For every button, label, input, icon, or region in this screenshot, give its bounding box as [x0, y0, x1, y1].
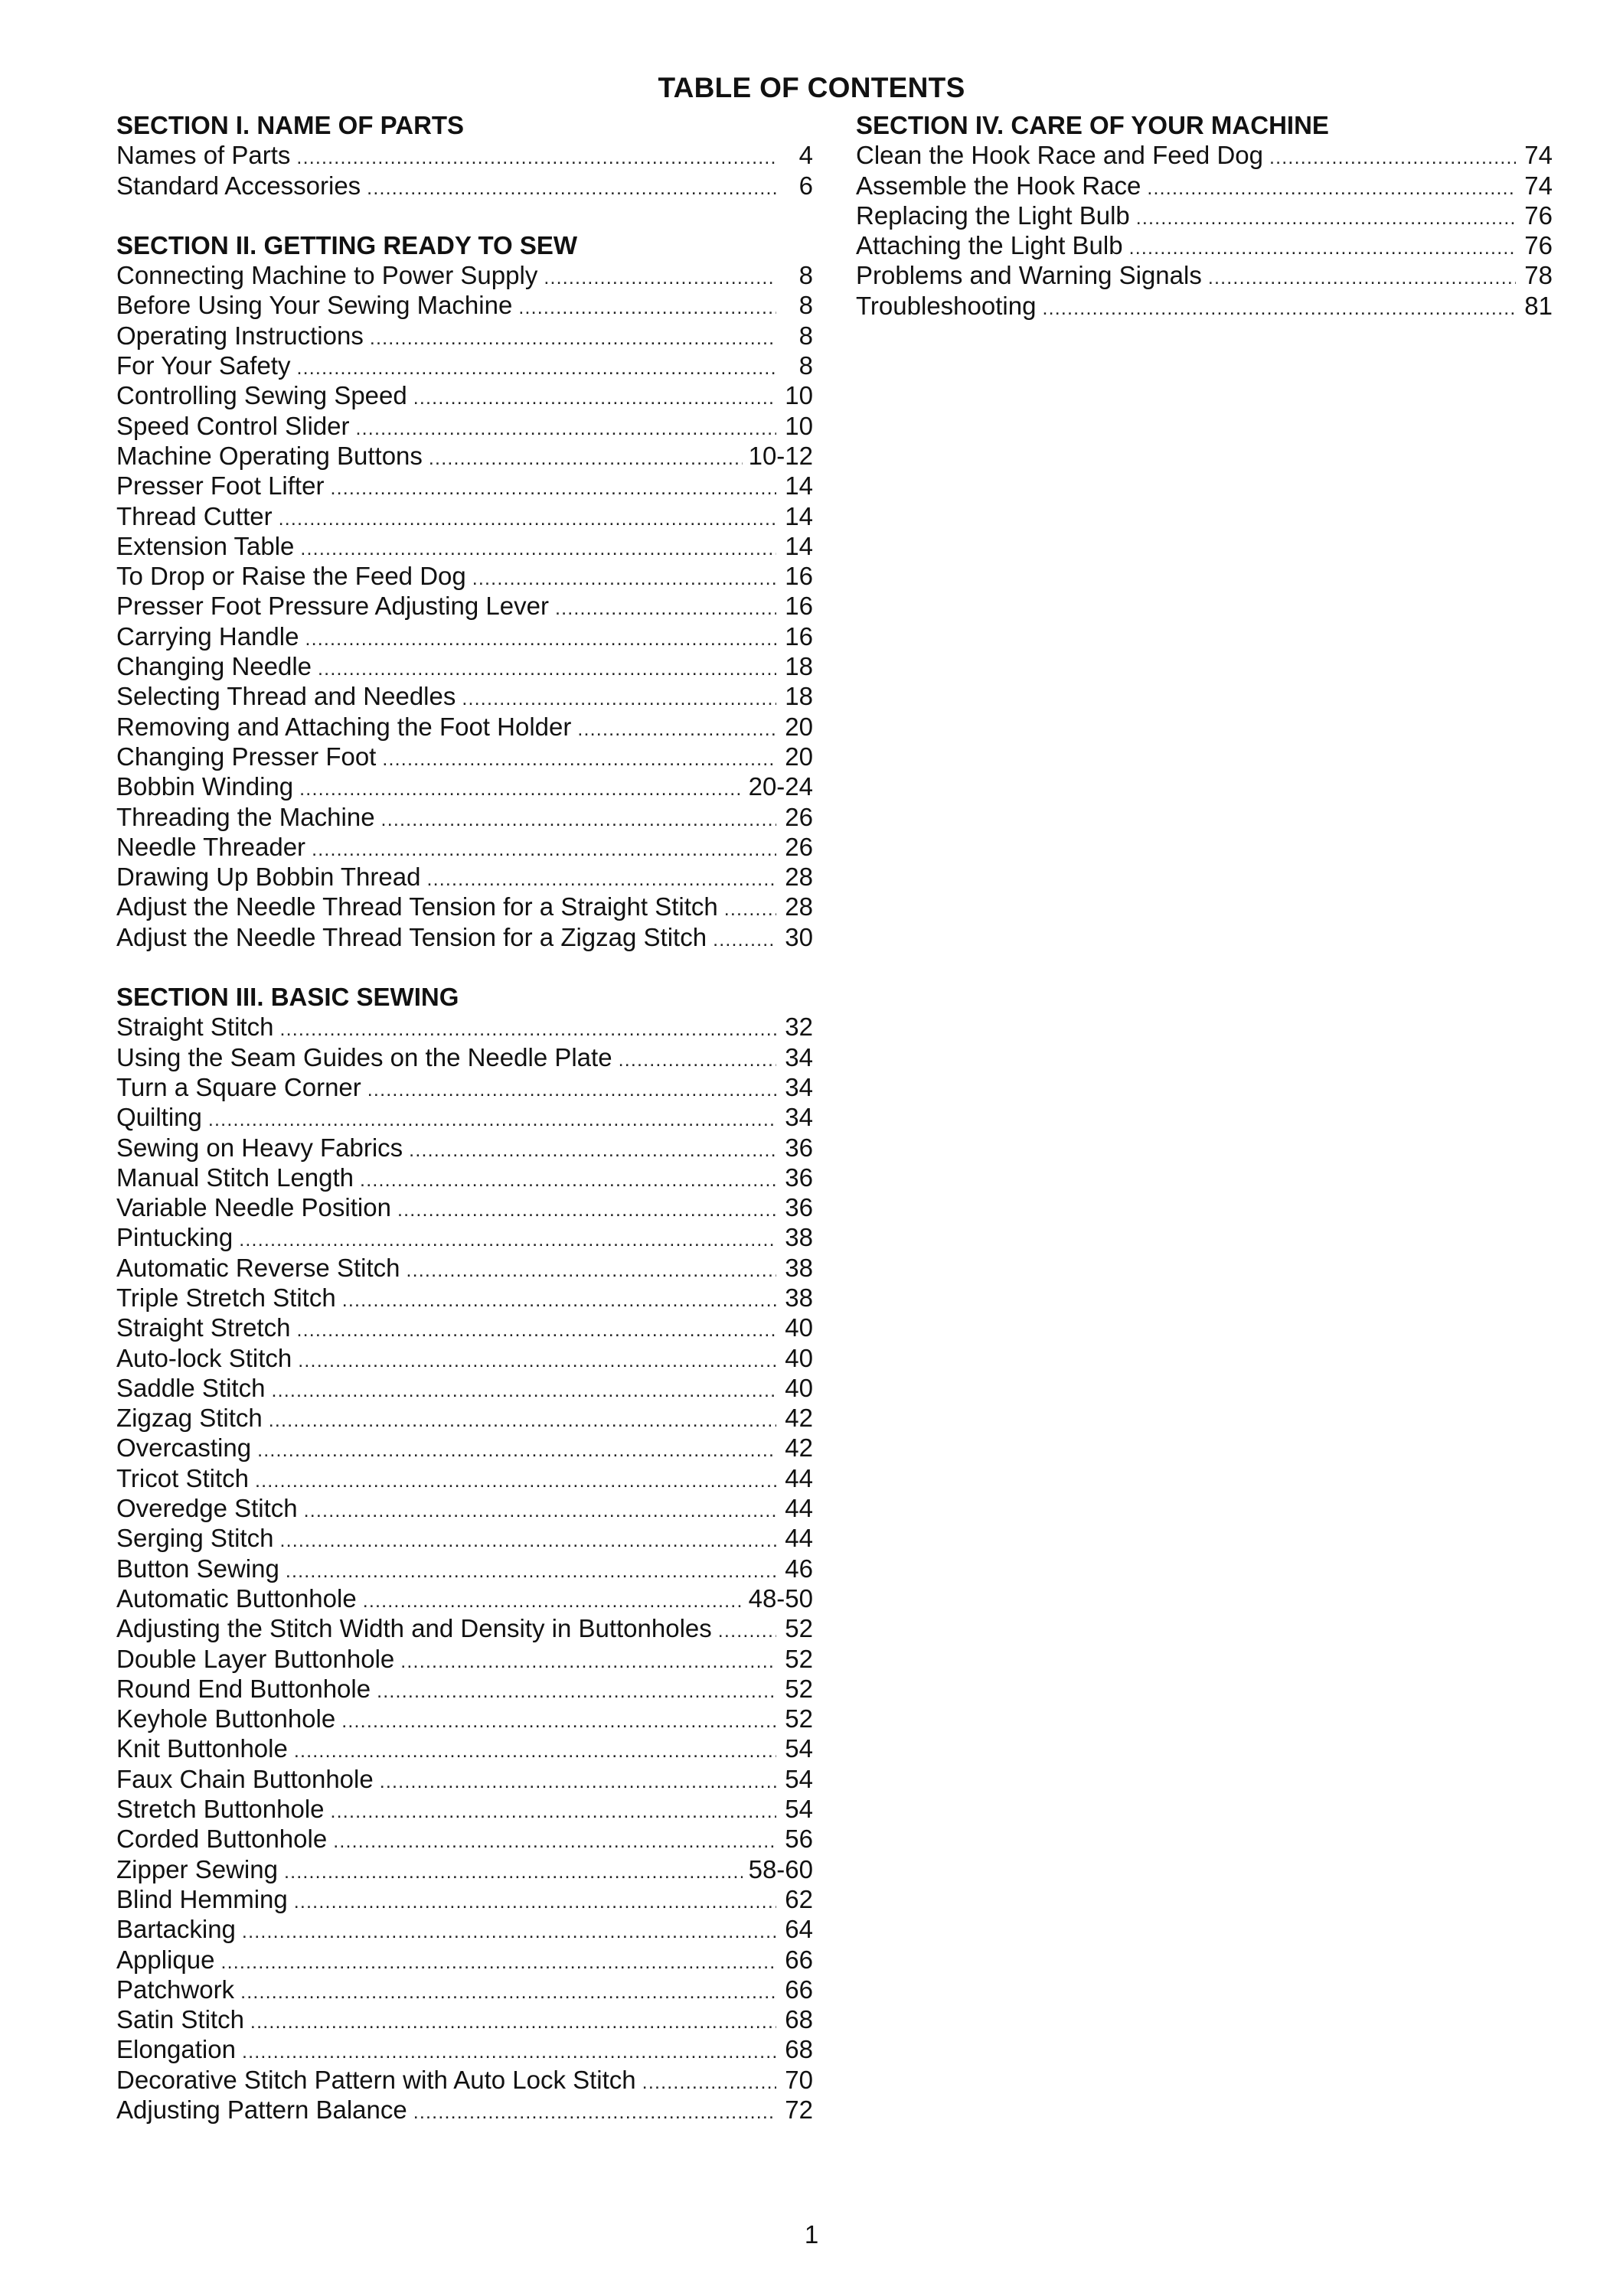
toc-entry-list [116, 1012, 813, 2125]
entry-page-number: 74 [1524, 171, 1553, 200]
toc-entry [116, 1253, 813, 1283]
entry-page-number: 28 [785, 863, 813, 892]
entry-title: Selecting Thread and Needles [116, 682, 456, 711]
entry-page-number: 42 [785, 1433, 813, 1463]
dot-leader [294, 1737, 776, 1763]
dot-leader [286, 1557, 776, 1583]
entry-title: Button Sewing [116, 1554, 279, 1583]
entry-title: Clean the Hook Race and Feed Dog [856, 141, 1263, 170]
toc-entry [116, 1975, 813, 2004]
toc-entry [856, 291, 1553, 321]
entry-title: Quilting [116, 1103, 202, 1132]
entry-page-number: 10 [785, 381, 813, 410]
entry-page-number: 18 [785, 682, 813, 711]
dot-leader [377, 1677, 776, 1704]
toc-entry [116, 1945, 813, 1975]
dot-leader [331, 1797, 776, 1824]
toc-entry [116, 1914, 813, 1944]
entry-title: Connecting Machine to Power Supply [116, 261, 538, 290]
toc-entry [116, 1222, 813, 1252]
entry-page-number: 40 [785, 1373, 813, 1402]
dot-leader [279, 1526, 776, 1553]
toc-entry [116, 1042, 813, 1072]
toc-entry [116, 2004, 813, 2034]
entry-page-number: 44 [785, 1494, 813, 1523]
toc-entry [116, 1463, 813, 1493]
dot-leader [370, 324, 776, 351]
entry-page-number: 44 [785, 1463, 813, 1492]
entry-title: Triple Stretch Stitch [116, 1283, 336, 1312]
entry-title: Speed Control Slider [116, 411, 350, 440]
entry-title: Pintucking [116, 1223, 233, 1252]
toc-entry [116, 1884, 813, 1914]
entry-page-number: 54 [785, 1734, 813, 1763]
dot-leader [294, 1887, 776, 1914]
toc-section [116, 982, 813, 2125]
toc-entry [116, 531, 813, 561]
dot-leader [305, 625, 776, 651]
dot-leader [724, 895, 776, 921]
toc-entry [116, 1794, 813, 1824]
entry-page-number: 8 [798, 291, 813, 320]
entry-page-number: 32 [785, 1013, 813, 1042]
dot-leader [279, 504, 776, 531]
entry-page-number: 44 [785, 1524, 813, 1553]
dot-leader [304, 1496, 776, 1523]
dot-leader [312, 835, 776, 862]
entry-page-number: 52 [785, 1704, 813, 1733]
entry-title: Adjusting the Stitch Width and Density in Buttonholes [116, 1614, 712, 1643]
entry-page-number: 14 [785, 531, 813, 560]
toc-entry [116, 621, 813, 651]
dot-leader [240, 1978, 776, 2004]
toc-entry [116, 892, 813, 921]
entry-title: Sewing on Heavy Fabrics [116, 1133, 403, 1162]
dot-leader [472, 564, 776, 591]
toc-entry [116, 591, 813, 621]
toc-entry [116, 1072, 813, 1102]
dot-leader [342, 1286, 776, 1313]
dot-leader [577, 715, 776, 742]
entry-page-number: 52 [785, 1614, 813, 1643]
toc-entry [116, 1644, 813, 1674]
toc-entry [116, 441, 813, 471]
toc-entry [116, 561, 813, 591]
entry-title: Adjust the Needle Thread Tension for a Straight Stitch [116, 892, 718, 921]
entry-page-number: 76 [1524, 201, 1553, 230]
entry-title: Knit Buttonhole [116, 1734, 288, 1763]
toc-entry [116, 380, 813, 410]
entry-page-number: 10-12 [748, 441, 813, 470]
entry-page-number: 8 [798, 261, 813, 290]
dot-leader [300, 534, 776, 561]
toc-entry [116, 1613, 813, 1643]
entry-title: Removing and Attaching the Foot Holder [116, 712, 572, 741]
entry-title: Automatic Buttonhole [116, 1583, 357, 1613]
entry-page-number: 58-60 [748, 1854, 813, 1883]
entry-page-number: 20 [785, 712, 813, 741]
entry-title: Overedge Stitch [116, 1494, 298, 1523]
entry-title: Adjusting Pattern Balance [116, 2095, 407, 2124]
entry-title: Replacing the Light Bulb [856, 201, 1130, 230]
dot-leader [413, 383, 776, 410]
toc-entry [116, 1163, 813, 1192]
toc-entry [116, 771, 813, 801]
entry-page-number: 16 [785, 562, 813, 591]
dot-leader [299, 775, 742, 801]
entry-title: Thread Cutter [116, 501, 273, 530]
entry-page-number: 20-24 [748, 772, 813, 801]
dot-leader [363, 1587, 743, 1613]
toc-entry [116, 1733, 813, 1763]
dot-leader [284, 1857, 743, 1884]
toc-column-left [116, 110, 813, 2154]
entry-page-number: 16 [785, 621, 813, 651]
entry-title: To Drop or Raise the Feed Dog [116, 562, 466, 591]
entry-title: For Your Safety [116, 351, 291, 380]
entry-page-number: 30 [785, 922, 813, 951]
dot-leader [429, 444, 743, 471]
toc-section [116, 230, 813, 952]
entry-title: Presser Foot Pressure Adjusting Lever [116, 592, 549, 621]
dot-leader [381, 805, 776, 832]
entry-page-number: 38 [785, 1283, 813, 1312]
dot-leader [333, 1827, 776, 1854]
entry-title: Carrying Handle [116, 621, 299, 651]
entry-page-number: 54 [785, 1795, 813, 1824]
entry-page-number: 18 [785, 652, 813, 681]
dot-leader [413, 2098, 776, 2125]
dot-leader [318, 654, 776, 681]
entry-page-number: 26 [785, 802, 813, 831]
dot-leader [367, 1075, 776, 1102]
entry-page-number: 40 [785, 1313, 813, 1342]
entry-title: Troubleshooting [856, 291, 1037, 320]
entry-page-number: 62 [785, 1884, 813, 1913]
dot-leader [518, 293, 776, 320]
toc-entry [116, 1283, 813, 1313]
entry-page-number: 34 [785, 1042, 813, 1071]
dot-leader [382, 745, 776, 771]
toc-entry [116, 1704, 813, 1733]
toc-entry [116, 1343, 813, 1373]
entry-page-number: 54 [785, 1764, 813, 1793]
entry-page-number: 81 [1524, 291, 1553, 320]
toc-entry [116, 1554, 813, 1583]
dot-leader [341, 1707, 776, 1733]
entry-page-number: 4 [798, 141, 813, 170]
entry-title: Zigzag Stitch [116, 1404, 263, 1433]
dot-leader [406, 1256, 776, 1283]
dot-leader [298, 1346, 776, 1373]
toc-entry [116, 471, 813, 501]
dot-leader [356, 414, 776, 441]
entry-title: Attaching the Light Bulb [856, 231, 1123, 260]
dot-leader [208, 1105, 776, 1132]
toc-entry [856, 201, 1553, 230]
toc-entry [116, 832, 813, 862]
toc-entry [116, 1403, 813, 1433]
entry-title: Adjust the Needle Thread Tension for a Zigzag Stitch [116, 922, 707, 951]
toc-entry [116, 501, 813, 531]
dot-leader [257, 1436, 776, 1463]
toc-entry [116, 2065, 813, 2095]
entry-page-number: 14 [785, 471, 813, 501]
entry-title: Needle Threader [116, 832, 306, 861]
dot-leader [713, 925, 776, 952]
entry-title: Standard Accessories [116, 171, 361, 200]
toc-entry-list [116, 140, 813, 201]
entry-page-number: 74 [1524, 141, 1553, 170]
entry-title: Decorative Stitch Pattern with Auto Lock Stitch [116, 2065, 636, 2094]
toc-entry [116, 651, 813, 681]
toc-entry [116, 1102, 813, 1132]
entry-page-number: 42 [785, 1404, 813, 1433]
entry-title: Tricot Stitch [116, 1463, 249, 1492]
toc-entry [116, 1854, 813, 1884]
entry-title: Changing Needle [116, 652, 312, 681]
entry-page-number: 38 [785, 1223, 813, 1252]
dot-leader [426, 865, 776, 892]
toc-entry [116, 260, 813, 290]
dot-leader [544, 263, 776, 290]
toc-column-right [856, 110, 1553, 351]
entry-title: Manual Stitch Length [116, 1163, 354, 1192]
dot-leader [1147, 174, 1516, 201]
entry-page-number: 10 [785, 411, 813, 440]
dot-leader [296, 354, 776, 380]
entry-page-number: 16 [785, 592, 813, 621]
entry-title: Problems and Warning Signals [856, 261, 1202, 290]
dot-leader [255, 1466, 776, 1493]
dot-leader [462, 684, 776, 711]
dot-leader [271, 1376, 776, 1403]
entry-page-number: 46 [785, 1554, 813, 1583]
entry-title: Serging Stitch [116, 1524, 274, 1553]
dot-leader [1129, 233, 1516, 260]
toc-entry [856, 171, 1553, 201]
toc-entry-list [116, 260, 813, 952]
toc-entry [116, 1192, 813, 1222]
toc-entry [116, 742, 813, 771]
entry-page-number: 14 [785, 501, 813, 530]
toc-entry [116, 1313, 813, 1342]
entry-title: Satin Stitch [116, 2005, 244, 2034]
toc-entry [116, 1674, 813, 1704]
entry-title: Operating Instructions [116, 321, 364, 350]
toc-entry [116, 681, 813, 711]
dot-leader [1042, 294, 1516, 321]
toc-entry [856, 230, 1553, 260]
toc-entry [116, 171, 813, 201]
entry-title: Elongation [116, 2035, 236, 2064]
section-heading: SECTION IV. CARE OF YOUR MACHINE [856, 111, 1329, 139]
toc-entry [116, 1764, 813, 1794]
dot-leader [1136, 204, 1516, 230]
entry-title: Applique [116, 1945, 215, 1974]
entry-title: Machine Operating Buttons [116, 441, 423, 470]
entry-page-number: 68 [785, 2005, 813, 2034]
dot-leader [250, 2007, 776, 2034]
entry-page-number: 56 [785, 1825, 813, 1854]
entry-page-number: 26 [785, 832, 813, 861]
entry-title: Auto-lock Stitch [116, 1343, 292, 1372]
toc-entry [116, 1493, 813, 1523]
dot-leader [360, 1166, 776, 1192]
dot-leader [269, 1406, 776, 1433]
entry-page-number: 68 [785, 2035, 813, 2064]
dot-leader [296, 1316, 776, 1342]
entry-title: Before Using Your Sewing Machine [116, 291, 513, 320]
toc-entry [116, 290, 813, 320]
dot-leader [367, 174, 776, 201]
toc-entry [116, 1012, 813, 1042]
entry-title: Assemble the Hook Race [856, 171, 1141, 200]
entry-title: Changing Presser Foot [116, 742, 377, 771]
entry-title: Straight Stitch [116, 1013, 274, 1042]
entry-title: Double Layer Buttonhole [116, 1644, 395, 1673]
section-heading: SECTION I. NAME OF PARTS [116, 111, 465, 139]
entry-page-number: 34 [785, 1072, 813, 1101]
entry-page-number: 28 [785, 892, 813, 921]
entry-title: Using the Seam Guides on the Needle Plate [116, 1042, 612, 1071]
entry-page-number: 36 [785, 1133, 813, 1162]
entry-page-number: 78 [1524, 261, 1553, 290]
dot-leader [380, 1767, 776, 1794]
toc-entry [116, 802, 813, 832]
toc-entry [116, 1583, 813, 1613]
toc-section [116, 110, 813, 201]
entry-page-number: 38 [785, 1253, 813, 1282]
entry-page-number: 66 [785, 1975, 813, 2004]
toc-entry [116, 1133, 813, 1163]
entry-title: Controlling Sewing Speed [116, 381, 407, 410]
toc-section [856, 110, 1553, 321]
entry-page-number: 20 [785, 742, 813, 771]
dot-leader [279, 1015, 776, 1042]
dot-leader [239, 1225, 776, 1252]
section-heading: SECTION II. GETTING READY TO SEW [116, 230, 578, 259]
entry-title: Patchwork [116, 1975, 235, 2004]
entry-title: Automatic Reverse Stitch [116, 1253, 400, 1282]
entry-page-number: 8 [798, 351, 813, 380]
entry-page-number: 52 [785, 1674, 813, 1703]
dot-leader [1269, 143, 1516, 170]
entry-title: Corded Buttonhole [116, 1825, 328, 1854]
dot-leader [409, 1136, 776, 1163]
entry-title: Keyhole Buttonhole [116, 1704, 336, 1733]
dot-leader [220, 1948, 776, 1975]
toc-entry [116, 351, 813, 380]
entry-page-number: 36 [785, 1163, 813, 1192]
dot-leader [330, 474, 776, 501]
entry-title: Zipper Sewing [116, 1854, 278, 1883]
entry-page-number: 48-50 [748, 1583, 813, 1613]
toc-entry [116, 922, 813, 952]
entry-title: Threading the Machine [116, 802, 375, 831]
entry-title: Drawing Up Bobbin Thread [116, 863, 421, 892]
entry-title: Straight Stretch [116, 1313, 291, 1342]
dot-leader [296, 143, 776, 170]
toc-entry [116, 2034, 813, 2064]
entry-page-number: 40 [785, 1343, 813, 1372]
entry-title: Names of Parts [116, 141, 291, 170]
entry-title: Presser Foot Lifter [116, 471, 325, 501]
entry-page-number: 72 [785, 2095, 813, 2124]
entry-title: Blind Hemming [116, 1884, 288, 1913]
dot-leader [397, 1195, 776, 1222]
toc-entry [116, 1373, 813, 1403]
toc-entry [116, 2095, 813, 2125]
toc-entry [116, 712, 813, 742]
entry-title: Round End Buttonhole [116, 1674, 371, 1703]
page-title: TABLE OF CONTENTS [658, 71, 965, 103]
entry-title: Overcasting [116, 1433, 252, 1463]
dot-leader [642, 2068, 776, 2095]
entry-page-number: 70 [785, 2065, 813, 2094]
dot-leader [400, 1647, 776, 1674]
dot-leader [1208, 263, 1516, 290]
toc-entry [116, 1824, 813, 1854]
toc-entry [856, 260, 1553, 290]
section-heading: SECTION III. BASIC SEWING [116, 983, 459, 1012]
entry-title: Extension Table [116, 531, 295, 560]
entry-page-number: 6 [798, 171, 813, 200]
entry-title: Bobbin Winding [116, 772, 294, 801]
dot-leader [555, 594, 776, 621]
toc-entry [116, 140, 813, 170]
toc-entry [116, 862, 813, 892]
entry-page-number: 52 [785, 1644, 813, 1673]
entry-title: Bartacking [116, 1915, 236, 1944]
page-number: 1 [804, 2220, 819, 2249]
toc-entry [116, 1523, 813, 1553]
entry-page-number: 66 [785, 1945, 813, 1974]
entry-title: Variable Needle Position [116, 1193, 391, 1222]
dot-leader [242, 2037, 776, 2064]
entry-title: Saddle Stitch [116, 1373, 266, 1402]
entry-page-number: 34 [785, 1103, 813, 1132]
entry-title: Faux Chain Buttonhole [116, 1764, 374, 1793]
dot-leader [718, 1616, 776, 1643]
toc-entry-list [856, 140, 1553, 321]
toc-entry [116, 321, 813, 351]
toc-entry [116, 411, 813, 441]
entry-title: Stretch Buttonhole [116, 1795, 325, 1824]
dot-leader [242, 1917, 776, 1944]
toc-entry [856, 140, 1553, 170]
dot-leader [619, 1045, 776, 1072]
entry-page-number: 36 [785, 1193, 813, 1222]
entry-title: Turn a Square Corner [116, 1072, 361, 1101]
entry-page-number: 64 [785, 1915, 813, 1944]
entry-page-number: 76 [1524, 231, 1553, 260]
toc-entry [116, 1433, 813, 1463]
entry-page-number: 8 [798, 321, 813, 350]
